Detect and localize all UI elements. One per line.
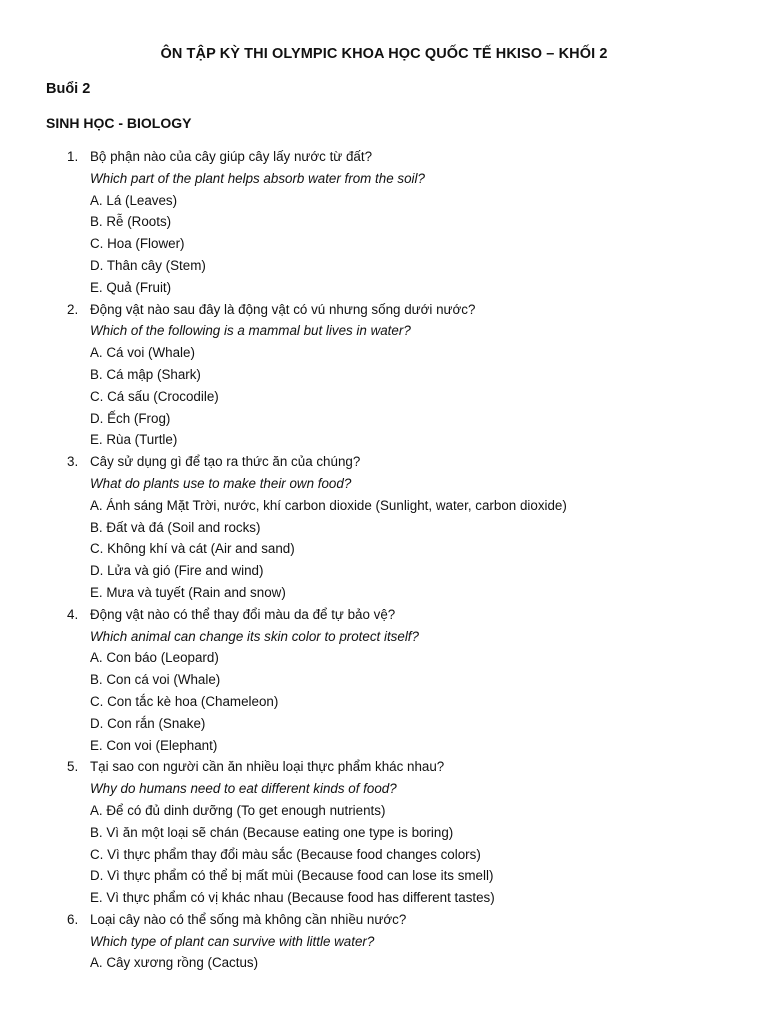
answer-option: A. Con báo (Leopard) [90,650,219,666]
question-line [0,299,768,321]
answer-option: A. Cây xương rồng (Cactus) [90,955,259,971]
question-item [0,146,768,299]
answer-option: D. Con rắn (Snake) [90,715,206,731]
answer-option: B. Con cá voi (Whale) [90,672,221,688]
answer-option: E. Con voi (Elephant) [90,737,218,753]
subject-heading: SINH HỌC - BIOLOGY [46,115,192,131]
question-text-vi: Tại sao con người cần ăn nhiều loại thực phẩm khác nhau? [90,759,445,775]
question-text-en: Which animal can change its skin color to protect itself? [90,628,419,644]
question-number: 6. [67,911,79,927]
answer-option: E. Mưa và tuyết (Rain and snow) [90,584,286,600]
answer-option: B. Vì ăn một loại sẽ chán (Because eating one type is boring) [90,824,454,840]
answer-option: C. Không khí và cát (Air and sand) [90,541,295,557]
answer-option: B. Rễ (Roots) [90,214,172,230]
answer-option: E. Rùa (Turtle) [90,432,178,448]
question-text-en: Which of the following is a mammal but lives in water? [90,323,411,339]
answer-option: C. Hoa (Flower) [90,236,185,252]
question-item [0,604,768,757]
question-number: 3. [67,454,79,470]
question-number: 4. [67,606,79,622]
question-item [0,451,768,604]
question-line [0,909,768,931]
answer-option: C. Con tắc kè hoa (Chameleon) [90,693,279,709]
answer-option: E. Quả (Fruit) [90,279,172,295]
answer-option: A. Ánh sáng Mặt Trời, nước, khí carbon dioxide (Sunlight, water, carbon dioxide) [90,497,567,513]
answer-option: D. Vì thực phẩm có thể bị mất mùi (Because food can lose its smell) [90,868,494,884]
answer-option: E. Vì thực phẩm có vị khác nhau (Because food has different tastes) [90,890,495,906]
question-number: 5. [67,759,79,775]
question-line [0,604,768,626]
question-text-vi: Cây sử dụng gì để tạo ra thức ăn của chúng? [90,454,361,470]
question-list [0,146,768,974]
question-text-vi: Bộ phận nào của cây giúp cây lấy nước từ đất? [90,149,373,164]
question-number: 2. [67,301,79,317]
answer-option: D. Ếch (Frog) [90,410,171,426]
question-item [0,909,768,974]
question-line [0,451,768,473]
answer-option: B. Cá mập (Shark) [90,366,201,382]
answer-option: A. Lá (Leaves) [90,192,178,208]
answer-option: A. Cá voi (Whale) [90,345,195,361]
document-title: ÔN TẬP KỲ THI OLYMPIC KHOA HỌC QUỐC TẾ HKISO – KHỐI 2 [160,46,608,62]
question-text-en: Which type of plant can survive with little water? [90,933,375,949]
question-text-vi: Động vật nào sau đây là động vật có vú nhưng sống dưới nước? [90,301,476,317]
question-text-en: Why do humans need to eat different kinds of food? [90,781,397,797]
question-line [0,146,768,168]
question-text-en: Which part of the plant helps absorb water from the soil? [90,170,425,186]
answer-option: D. Lửa và gió (Fire and wind) [90,563,264,579]
answer-option: D. Thân cây (Stem) [90,257,206,273]
question-item [0,299,768,452]
session-heading: Buổi 2 [46,81,91,97]
question-text-en: What do plants use to make their own food? [90,475,352,491]
answer-option: C. Vì thực phẩm thay đổi màu sắc (Because food changes colors) [90,846,481,862]
answer-option: A. Để có đủ dinh dưỡng (To get enough nutrients) [90,802,386,818]
answer-option: C. Cá sấu (Crocodile) [90,388,219,404]
question-number: 1. [67,149,79,164]
question-item [0,756,768,909]
answer-option: B. Đất và đá (Soil and rocks) [90,519,261,535]
question-text-vi: Động vật nào có thể thay đổi màu da để tự bảo vệ? [90,606,396,622]
question-text-vi: Loại cây nào có thể sống mà không cần nhiều nước? [90,911,407,927]
question-line [0,756,768,778]
